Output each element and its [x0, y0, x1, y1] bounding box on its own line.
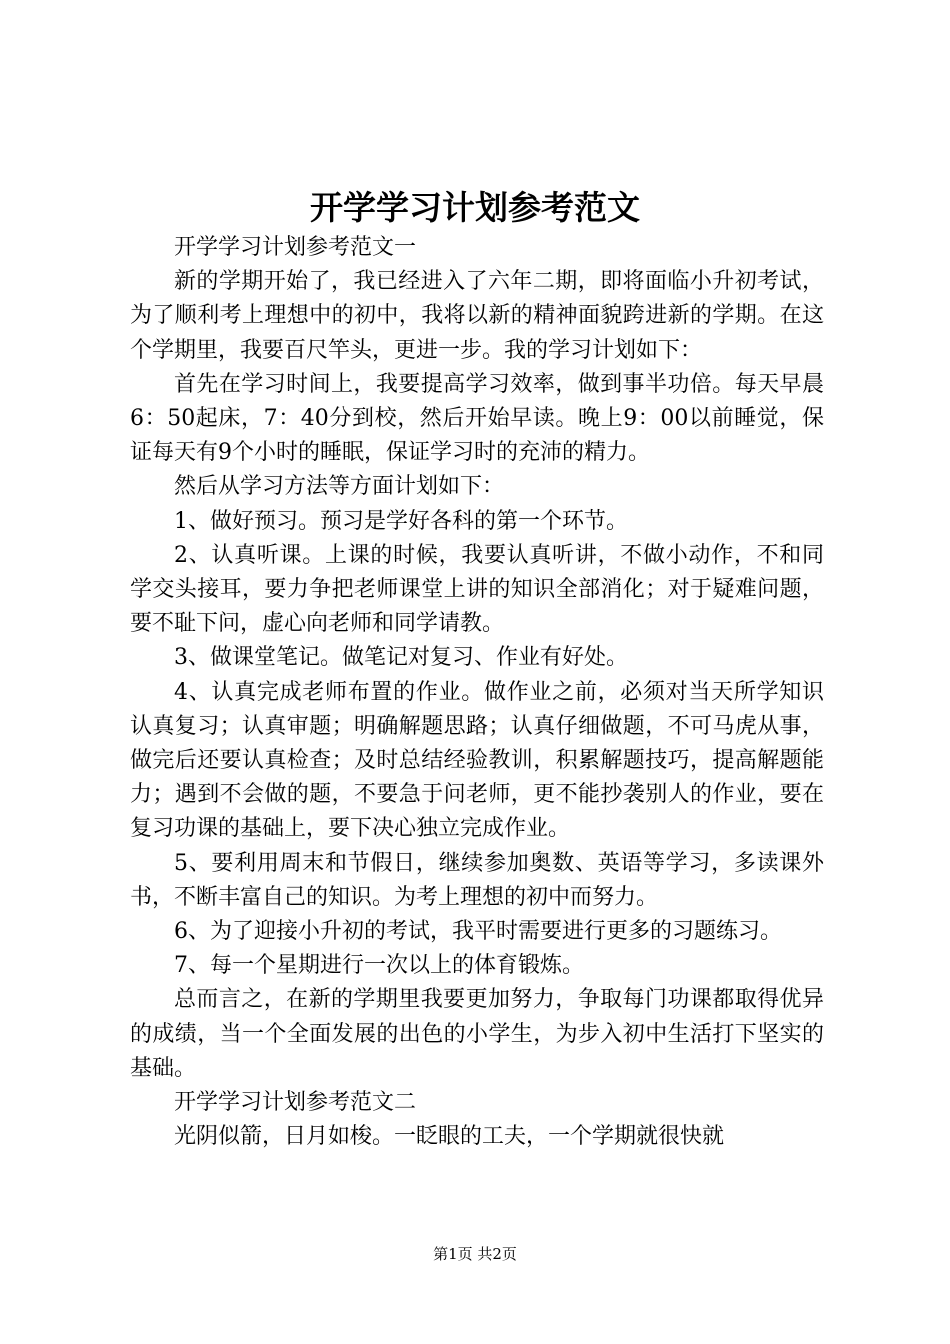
list-item: 7、每一个星期进行一次以上的体育锻炼。	[174, 953, 584, 979]
section-heading: 开学学习计划参考范文二	[174, 1090, 417, 1116]
paragraph: 新的学期开始了，我已经进入了六年二期，即将面临小升初考试，为了顺利考上理想中的初中，我将以新的精神面貌跨进新的学期。在这个学期里，我要百尺竿头，更进一步。我的学习计划如下：	[130, 269, 824, 363]
list-item: 3、做课堂笔记。做笔记对复习、作业有好处。	[174, 645, 628, 671]
page-footer: 第1页 共2页	[433, 1245, 517, 1263]
paragraph: 光阴似箭，日月如梭。一眨眼的工夫，一个学期就很快就	[174, 1124, 725, 1150]
list-item: 4、认真完成老师布置的作业。做作业之前，必须对当天所学知识认真复习；认真审题；明确解题思路；认真仔细做题，不可马虎从事，做完后还要认真检查；及时总结经验教训，积累解题技巧，提高解题能力；遇到不会做的题，不要急于问老师，更不能抄袭别人的作业，要在复习功课的基础上，要下决心独立完成作业。	[130, 679, 824, 842]
document-body	[130, 231, 824, 1154]
list-item: 1、做好预习。预习是学好各科的第一个环节。	[174, 508, 628, 534]
list-item: 6、为了迎接小升初的考试，我平时需要进行更多的习题练习。	[174, 919, 782, 945]
document-title: 开学学习计划参考范文	[310, 188, 640, 227]
paragraph: 然后从学习方法等方面计划如下：	[174, 474, 505, 500]
paragraph: 总而言之，在新的学期里我要更加努力，争取每门功课都取得优异的成绩，当一个全面发展的出色的小学生，为步入初中生活打下坚实的基础。	[130, 987, 824, 1081]
paragraph: 首先在学习时间上，我要提高学习效率，做到事半功倍。每天早晨6：50起床，7：40分到校，然后开始早读。晚上9：00以前睡觉，保证每天有9个小时的睡眠，保证学习时的充沛的精力。	[130, 371, 824, 466]
list-item: 5、要利用周末和节假日，继续参加奥数、英语等学习，多读课外书，不断丰富自己的知识。为考上理想的初中而努力。	[130, 850, 824, 910]
list-item: 2、认真听课。上课的时候，我要认真听讲，不做小动作，不和同学交头接耳，要力争把老师课堂上讲的知识全部消化；对于疑难问题，要不耻下问，虚心向老师和同学请教。	[130, 542, 824, 637]
section-heading: 开学学习计划参考范文一	[174, 235, 417, 260]
